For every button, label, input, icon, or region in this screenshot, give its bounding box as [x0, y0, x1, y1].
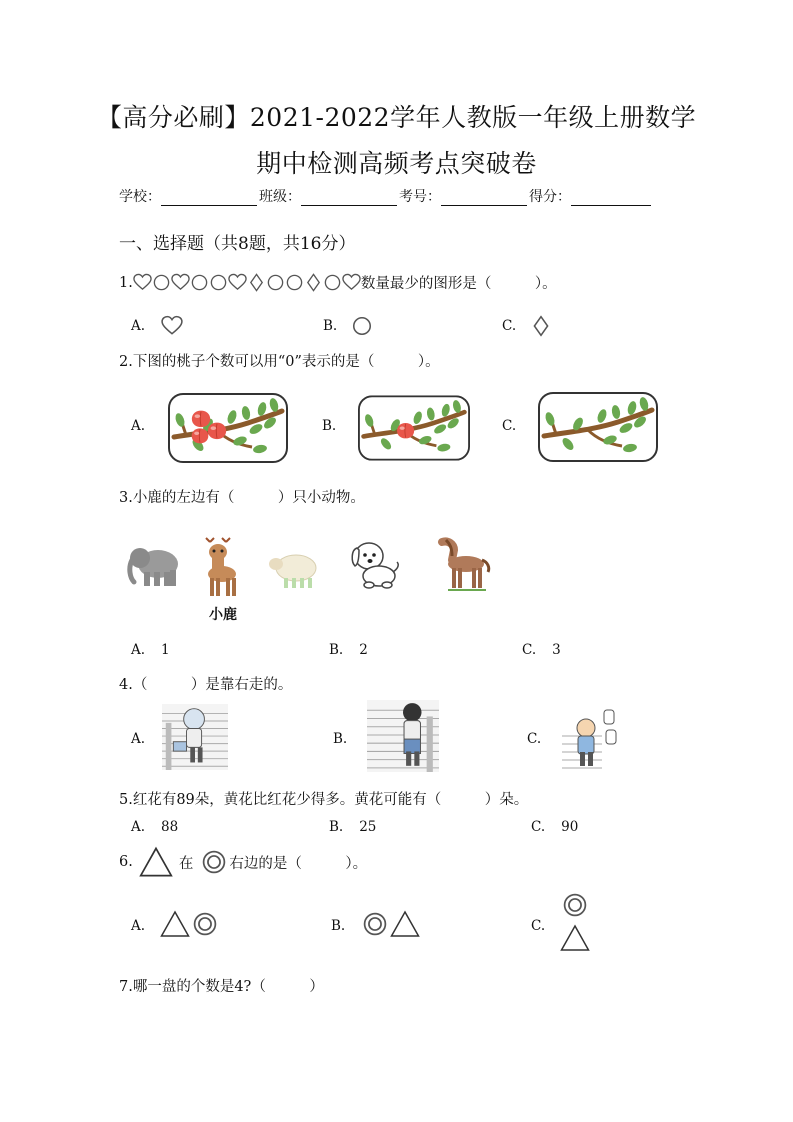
- heart-icon: [171, 273, 190, 292]
- deer-icon: [196, 538, 244, 600]
- q6-option-c-label[interactable]: C.: [531, 918, 546, 934]
- exam-no-field: [399, 186, 529, 206]
- diamond-icon: [247, 273, 266, 292]
- q6-option-a-label[interactable]: A.: [131, 918, 146, 934]
- circle-icon: [285, 273, 304, 292]
- q4-option-b-label[interactable]: B.: [333, 731, 348, 747]
- q2-option-c-label[interactable]: C.: [502, 418, 517, 434]
- peach-branch-c-image: [538, 388, 658, 466]
- double-circle-icon: [562, 892, 588, 918]
- q2-option-b-label[interactable]: B.: [322, 418, 337, 434]
- q5-option-c-label: C.: [531, 819, 546, 835]
- triangle-icon: [160, 910, 190, 938]
- q5-option-a-label: A.: [131, 819, 146, 835]
- q1-option-a-label: A.: [131, 318, 146, 334]
- page-title-line1: 【高分必刷】2021-2022学年人教版一年级上册数学: [96, 103, 697, 132]
- heart-icon: [228, 273, 247, 292]
- heart-icon: [133, 273, 152, 292]
- diamond-icon: [530, 315, 552, 337]
- double-circle-icon: [362, 911, 388, 937]
- q5-option-c[interactable]: [531, 819, 578, 835]
- question-6-word-at: 在: [178, 855, 194, 872]
- circle-icon: [209, 273, 228, 292]
- question-7: 7.哪一盘的个数是4?（ ）: [119, 979, 324, 995]
- heart-icon: [161, 315, 183, 337]
- elephant-icon: [126, 542, 182, 590]
- circle-icon: [152, 273, 171, 292]
- q5-option-b[interactable]: [329, 819, 376, 835]
- class-label: 班级：: [259, 189, 301, 205]
- class-field: [259, 186, 399, 206]
- q3-option-b-label: B.: [329, 642, 344, 658]
- q1-option-c[interactable]: [502, 315, 552, 337]
- q1-option-c-label: C.: [502, 318, 517, 334]
- q5-option-a-value: 88: [161, 819, 179, 835]
- school-label: 学校：: [119, 189, 161, 205]
- exam-no-blank[interactable]: [441, 189, 527, 206]
- double-circle-icon: [192, 911, 218, 937]
- score-blank[interactable]: [571, 189, 651, 206]
- question-1: [119, 272, 557, 293]
- q5-option-b-value: 25: [359, 819, 377, 835]
- q6-option-a-shapes: [160, 910, 218, 938]
- q5-option-b-label: B.: [329, 819, 344, 835]
- diamond-icon: [304, 273, 323, 292]
- circle-icon: [351, 315, 373, 337]
- page-title-line2: 期中检测高频考点突破卷: [256, 149, 537, 178]
- q4-option-a-label[interactable]: A.: [131, 731, 146, 747]
- child-on-stairs-a-image: [162, 700, 228, 774]
- q1-option-a[interactable]: [131, 315, 183, 337]
- q6-option-b-shapes: [362, 910, 420, 938]
- q5-option-a[interactable]: [131, 819, 178, 835]
- q3-option-b-value: 2: [359, 642, 368, 658]
- school-blank[interactable]: [161, 189, 257, 206]
- q3-option-a[interactable]: [131, 642, 170, 658]
- q4-option-c-label[interactable]: C.: [527, 731, 542, 747]
- question-6-number: 6.: [119, 854, 133, 870]
- section-heading: 一、选择题（共8题，共16分）: [119, 234, 356, 254]
- q3-option-c-label: C.: [522, 642, 537, 658]
- heart-icon: [342, 273, 361, 292]
- question-1-shape-row: [133, 273, 361, 292]
- q3-option-a-label: A.: [131, 642, 146, 658]
- question-5: 5.红花有89朵，黄花比红花少得多。黄花可能有（ ）朵。: [119, 792, 529, 808]
- sheep-icon: [264, 548, 320, 590]
- question-1-text: 数量最少的图形是（ ）。: [360, 276, 557, 292]
- exam-no-label: 考号：: [399, 189, 441, 205]
- q2-option-a-label[interactable]: A.: [131, 418, 146, 434]
- child-on-stairs-b-image: [366, 700, 440, 772]
- q3-option-a-value: 1: [161, 642, 170, 658]
- score-field: [529, 186, 653, 206]
- horse-icon: [432, 538, 492, 594]
- question-6-text: 右边的是（ ）。: [229, 855, 368, 872]
- dog-icon: [347, 538, 401, 590]
- deer-label: 小鹿: [209, 607, 237, 623]
- question-4: 4.（ ）是靠右走的。: [119, 677, 293, 693]
- score-label: 得分：: [529, 189, 571, 205]
- q1-option-b-label: B.: [323, 318, 338, 334]
- triangle-icon: [560, 924, 590, 952]
- q3-option-b[interactable]: [329, 642, 368, 658]
- double-circle-icon: [201, 849, 227, 875]
- child-on-stairs-c-image: [562, 706, 618, 772]
- circle-icon: [323, 273, 342, 292]
- q3-option-c[interactable]: [522, 642, 561, 658]
- triangle-icon: [139, 846, 173, 878]
- student-info-row: [119, 186, 653, 206]
- q1-option-b[interactable]: [323, 315, 373, 337]
- school-field: [119, 186, 259, 206]
- circle-icon: [266, 273, 285, 292]
- triangle-icon: [390, 910, 420, 938]
- q3-option-c-value: 3: [552, 642, 561, 658]
- class-blank[interactable]: [301, 189, 397, 206]
- peach-branch-a-image: [168, 390, 288, 466]
- peach-branch-b-image: [358, 390, 470, 466]
- circle-icon: [190, 273, 209, 292]
- q6-option-c-shapes: [560, 892, 590, 952]
- q5-option-c-value: 90: [561, 819, 579, 835]
- question-3: 3.小鹿的左边有（ ）只小动物。: [119, 490, 365, 506]
- q6-option-b-label[interactable]: B.: [331, 918, 346, 934]
- question-6: [119, 846, 367, 878]
- question-2: 2.下图的桃子个数可以用“0”表示的是（ ）。: [119, 354, 440, 370]
- question-1-number: 1.: [119, 274, 133, 291]
